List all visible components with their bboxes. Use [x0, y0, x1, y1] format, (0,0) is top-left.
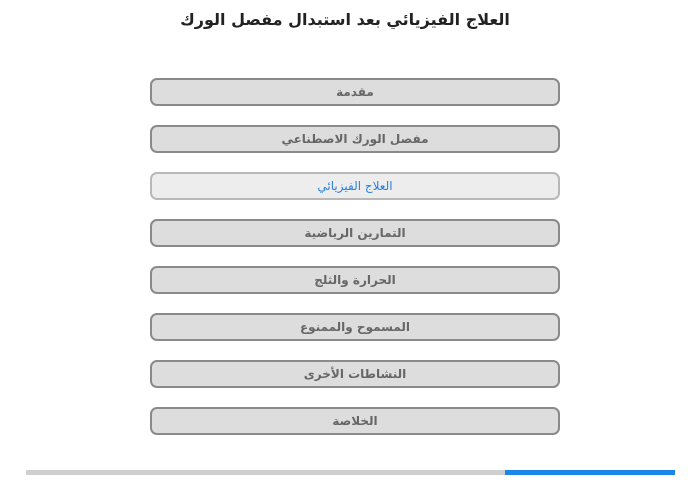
- menu-item-dos-and-donts[interactable]: المسموح والممنوع: [150, 313, 560, 341]
- progress-bar: [26, 470, 675, 475]
- menu-item-artificial-hip-joint[interactable]: مفصل الورك الاصطناعي: [150, 125, 560, 153]
- chapter-menu: [150, 78, 560, 454]
- progress-bar-fill: [505, 470, 675, 475]
- menu-item-exercises[interactable]: التمارين الرياضية: [150, 219, 560, 247]
- menu-item-other-activities[interactable]: النشاطات الأخرى: [150, 360, 560, 388]
- menu-item-heat-and-ice[interactable]: الحرارة والثلج: [150, 266, 560, 294]
- menu-item-introduction[interactable]: مقدمة: [150, 78, 560, 106]
- page-title: العلاج الفيزيائي بعد استبدال مفصل الورك: [180, 10, 510, 29]
- menu-item-physical-therapy[interactable]: العلاج الفيزيائي: [150, 172, 560, 200]
- menu-item-summary[interactable]: الخلاصة: [150, 407, 560, 435]
